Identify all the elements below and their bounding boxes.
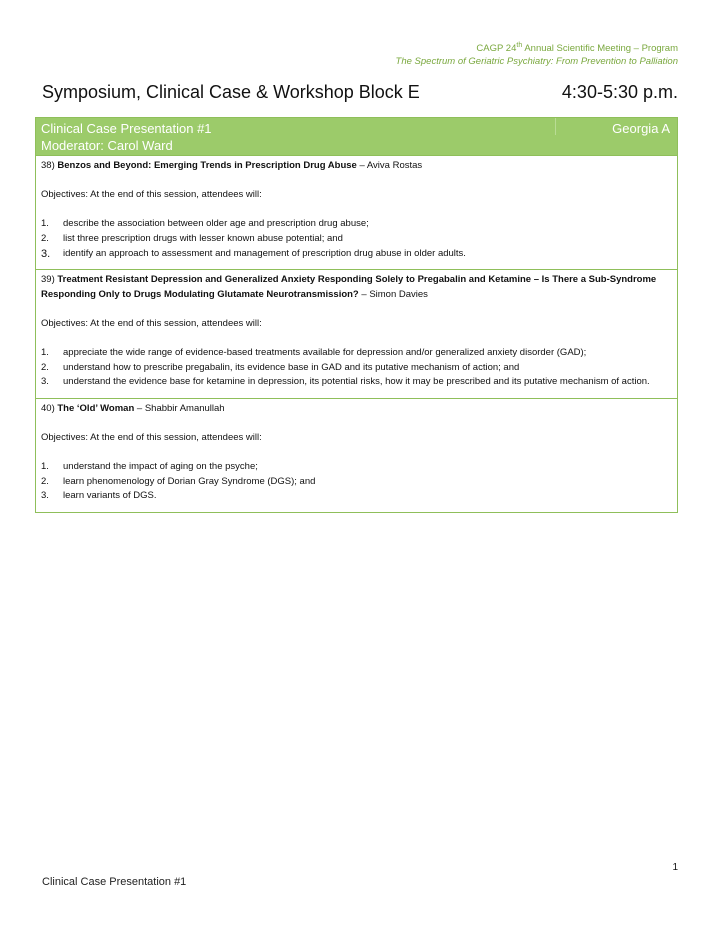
session-title-line: 40) The ‘Old’ Woman – Shabbir Amanullah	[41, 402, 225, 414]
session-speaker: – Shabbir Amanullah	[136, 402, 225, 414]
objectives-intro: Objectives: At the end of this session, attendees will:	[41, 432, 262, 444]
session-title: Benzos and Beyond: Emerging Trends in Prescription Drug Abuse	[57, 160, 357, 171]
list-item: 1. describe the association between older age and prescription drug abuse;	[41, 218, 369, 230]
session-title-line: 39) Treatment Resistant Depression and Generalized Anxiety Responding Solely to Pregabalin and Ketamine – Is There a Sub-Syndrome Responding Only to Drugs Modulating Glutamate Neurotransmission? – Simon Davies	[41, 274, 657, 300]
session-40	[36, 398, 677, 512]
superscript-th: th	[516, 42, 523, 49]
room-label: Georgia A	[612, 121, 670, 136]
list-item: 1. appreciate the wide range of evidence-based treatments available for depression and/or generalized anxiety disorder (GAD);	[41, 347, 587, 359]
list-item: 3. identify an approach to assessment and management of prescription drug abuse in older adults.	[41, 247, 466, 260]
objectives-intro: Objectives: At the end of this session, attendees will:	[41, 317, 262, 329]
footer-text: Clinical Case Presentation #1	[42, 876, 187, 888]
page-number: 1	[672, 862, 678, 873]
objectives-intro: Objectives: At the end of this session, attendees will:	[41, 189, 262, 201]
conference-header: CAGP 24th Annual Scientific Meeting – Program	[476, 42, 678, 55]
list-item: 1. understand the impact of aging on the psyche;	[41, 461, 258, 473]
list-item: 2. list three prescription drugs with lesser known abuse potential; and	[41, 232, 343, 244]
session-title-line: 38) Benzos and Beyond: Emerging Trends in Prescription Drug Abuse – Aviva Rostas	[41, 160, 423, 171]
objectives-list	[41, 460, 672, 504]
session-speaker: – Simon Davies	[361, 288, 428, 300]
list-item: 3. understand the evidence base for ketamine in depression, its potential risks, how it may be prescribed and its putative mechanism of action.	[41, 376, 650, 388]
session-39	[36, 269, 677, 398]
session-table	[35, 117, 678, 513]
session-38	[36, 155, 677, 269]
conference-subtitle: The Spectrum of Geriatric Psychiatry: From Prevention to Palliation	[395, 56, 678, 67]
session-title: Treatment Resistant Depression and Generalized Anxiety Responding Solely to Pregabalin and Ketamine – Is There a Sub-Syndrome Responding Only to Drugs Modulating Glutamate Neurotransmission?	[41, 274, 657, 300]
block-title: Symposium, Clinical Case & Workshop Block E	[42, 82, 420, 102]
header-divider	[555, 118, 556, 135]
moderator-label: Moderator: Carol Ward	[41, 138, 173, 153]
objectives-list	[41, 346, 672, 390]
objectives-list	[41, 217, 672, 261]
session-title: The ‘Old’ Woman	[57, 402, 135, 414]
session-speaker: – Aviva Rostas	[359, 160, 423, 171]
list-item: 2. understand how to prescribe pregabalin, its evidence base in GAD and its putative mechanism of action; and	[41, 361, 520, 373]
list-item: 2. learn phenomenology of Dorian Gray Syndrome (DGS); and	[41, 475, 316, 487]
table-heading: Clinical Case Presentation #1	[41, 121, 212, 136]
block-time: 4:30-5:30 p.m.	[561, 82, 678, 102]
session-table-header	[36, 118, 677, 155]
list-item: 3. learn variants of DGS.	[41, 490, 157, 502]
